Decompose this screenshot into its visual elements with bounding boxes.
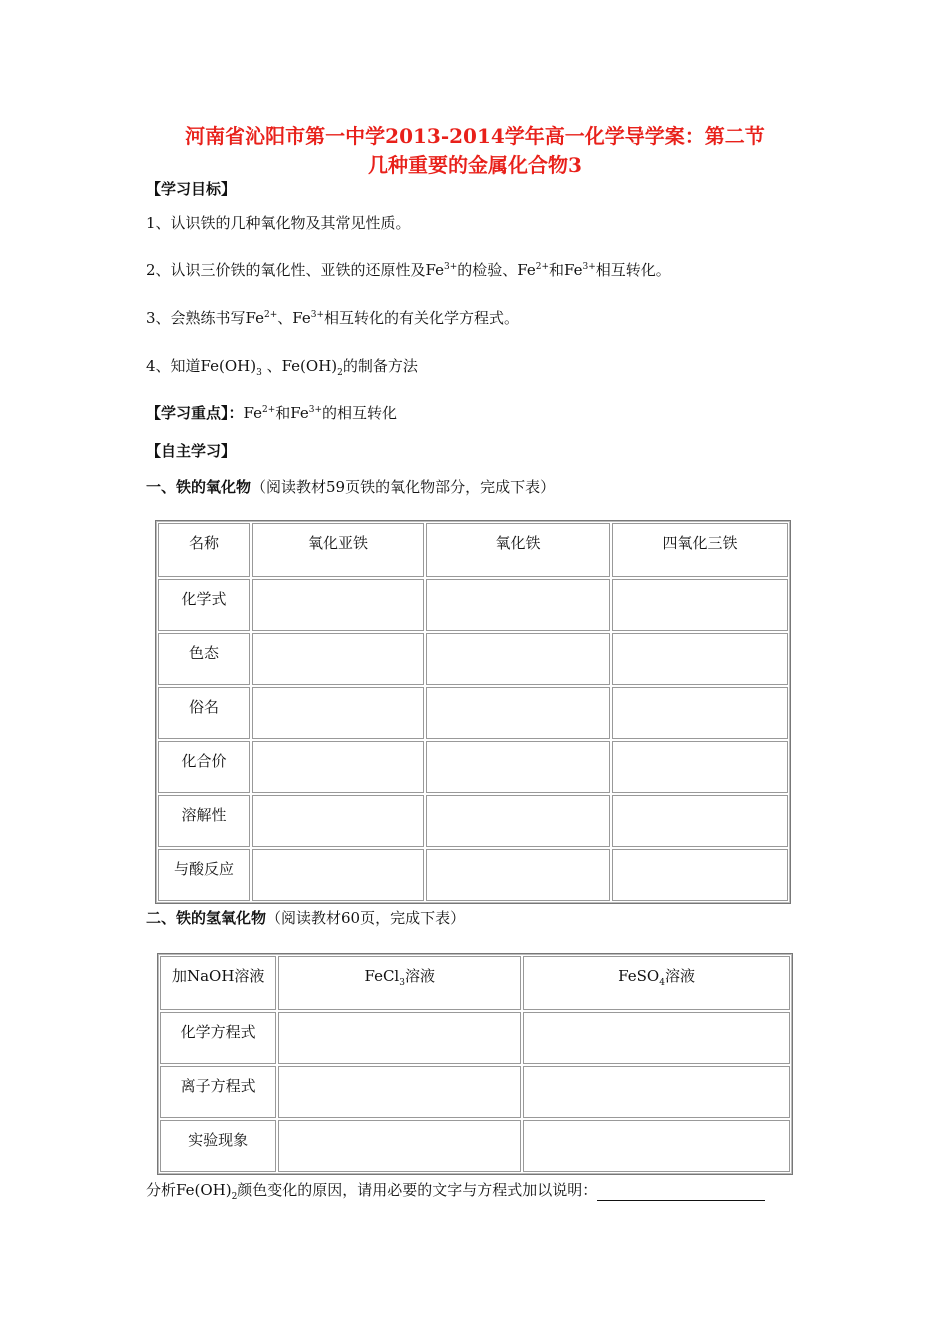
table2-cell[interactable] [278, 1120, 521, 1172]
table1-row-label: 与酸反应 [158, 849, 250, 901]
table1-header-fe2o3: 氧化铁 [426, 523, 610, 577]
table1-cell[interactable] [612, 687, 788, 739]
table1-cell[interactable] [426, 633, 610, 685]
table1-cell[interactable] [612, 849, 788, 901]
table1-row-label: 化学式 [158, 579, 250, 631]
table1-cell[interactable] [612, 579, 788, 631]
table1-cell[interactable] [426, 849, 610, 901]
table1-row-label: 溶解性 [158, 795, 250, 847]
goals-heading: 【学习目标】 [146, 180, 237, 198]
table1-row-label: 俗名 [158, 687, 250, 739]
document-title-line1: 河南省沁阳市第一中学2013-2014学年高一化学导学案：第二节 [185, 124, 765, 148]
table2-row-label: 实验现象 [160, 1120, 276, 1172]
table1-cell[interactable] [252, 795, 424, 847]
iron-hydroxides-table [157, 953, 793, 1175]
iron-oxides-table [155, 520, 791, 904]
table1-cell[interactable] [252, 687, 424, 739]
goal-item-1: 1、认识铁的几种氧化物及其常见性质。 [146, 214, 411, 232]
table1-cell[interactable] [252, 633, 424, 685]
table2-header-naoh: 加NaOH溶液 [160, 956, 276, 1010]
document-title-line2: 几种重要的金属化合物3 [368, 153, 582, 177]
table1-row-label: 色态 [158, 633, 250, 685]
table1-cell[interactable] [612, 795, 788, 847]
table2-cell[interactable] [278, 1066, 521, 1118]
table2-cell[interactable] [523, 1120, 790, 1172]
table1-row-label: 化合价 [158, 741, 250, 793]
table1-cell[interactable] [426, 579, 610, 631]
answer-blank[interactable] [597, 1184, 765, 1201]
table1-cell[interactable] [252, 849, 424, 901]
table2-row-label: 化学方程式 [160, 1012, 276, 1064]
table2-cell[interactable] [278, 1012, 521, 1064]
table1-cell[interactable] [426, 687, 610, 739]
table2-cell[interactable] [523, 1066, 790, 1118]
goal-item-3: 3、会熟练书写$Fe^{2+}$、$Fe^{3+}$相互转化的有关化学方程式。 [146, 309, 520, 327]
table1-cell[interactable] [612, 741, 788, 793]
table2-header-fecl3: FeCl$_3$溶液 [278, 956, 521, 1010]
table2-header-feso4: FeSO$_4$溶液 [523, 956, 790, 1010]
table1-cell[interactable] [252, 741, 424, 793]
self-study-heading: 【自主学习】 [146, 442, 237, 460]
table1-header-feo: 氧化亚铁 [252, 523, 424, 577]
table1-cell[interactable] [426, 741, 610, 793]
table1-header-fe3o4: 四氧化三铁 [612, 523, 788, 577]
section1-heading: 一、铁的氧化物（阅读教材59页铁的氧化物部分，完成下表） [146, 478, 556, 496]
key-point: 【学习重点】：$Fe^{2+}$和$Fe^{3+}$的相互转化 [146, 404, 398, 422]
table2-cell[interactable] [523, 1012, 790, 1064]
goal-item-4: 4、知道$Fe(OH)_3$ 、$Fe(OH)_2$的制备方法 [146, 357, 418, 378]
table1-cell[interactable] [612, 633, 788, 685]
goal-item-2: 2、认识三价铁的氧化性、亚铁的还原性及$Fe^{3+}$的检验、$Fe^{2+}$和$Fe^{3+}$相互转化。 [146, 261, 671, 279]
section2-heading: 二、铁的氢氧化物（阅读教材60页，完成下表） [146, 909, 466, 927]
analysis-prompt: 分析$Fe(OH)_2$颜色变化的原因，请用必要的文字与方程式加以说明： [146, 1179, 765, 1201]
table1-cell[interactable] [426, 795, 610, 847]
table1-header-name: 名称 [158, 523, 250, 577]
table1-cell[interactable] [252, 579, 424, 631]
table2-row-label: 离子方程式 [160, 1066, 276, 1118]
